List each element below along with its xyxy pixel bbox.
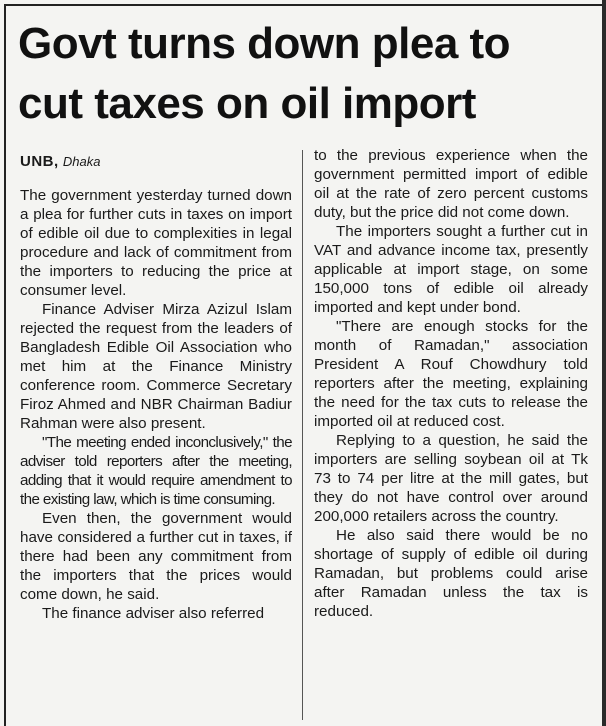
paragraph: "There are enough stocks for the month of Ramadan," association President A Rouf Chowdhury told reporters after the meeting, explaining the need for the tax cuts to release the imported oil at reduced cost.: [314, 318, 588, 430]
headline-line-1: Govt turns down plea to: [18, 19, 511, 68]
paragraph: The government yesterday turned down a plea for further cuts in taxes on import of edible oil due to complexities in legal procedure and lack of commitment from the importers to reducing the price at consumer level.: [20, 187, 292, 299]
paragraph: The importers sought a further cut in VAT and advance income tax, presently applicable at import stage, on some 150,000 tons of edible oil already imported and kept under bond.: [314, 223, 588, 316]
byline-place: Dhaka: [62, 154, 101, 169]
article-column-right: [314, 146, 588, 621]
article-column-left: [20, 152, 292, 623]
paragraph: to the previous experience when the government permitted import of edible oil at the rate of zero percent customs duty, but the price did not come down.: [314, 147, 588, 221]
page-edge-rule: [602, 0, 606, 726]
column-divider: [302, 150, 303, 720]
paragraph: He also said there would be no shortage of supply of edible oil during Ramadan, but problems could arise after Ramadan unless the tax is reduced.: [314, 527, 588, 620]
paragraph: Replying to a question, he said the importers are selling soybean oil at Tk 73 to 74 per litre at the mill gates, but they do not have control over around 200,000 retailers across the country.: [314, 432, 588, 525]
byline-agency: UNB,: [20, 153, 59, 170]
byline: [20, 152, 292, 172]
paragraph: Even then, the government would have considered a further cut in taxes, if there had been any commitment from the importers that the prices would come down, he said.: [20, 510, 292, 603]
paragraph: Finance Adviser Mirza Azizul Islam rejected the request from the leaders of Bangladesh Edible Oil Association who met him at the Finance Ministry conference room. Commerce Secretary Firoz Ahmed and NBR Chairman Badiur Rahman were also present.: [20, 301, 292, 432]
headline: [18, 14, 588, 134]
headline-line-2: cut taxes on oil import: [18, 79, 476, 128]
paragraph: The finance adviser also referred: [42, 605, 265, 622]
paragraph: "The meeting ended inconclusively," the adviser told reporters after the meeting, adding that it would require amendment to the existing law, which is time consuming.: [20, 434, 292, 508]
